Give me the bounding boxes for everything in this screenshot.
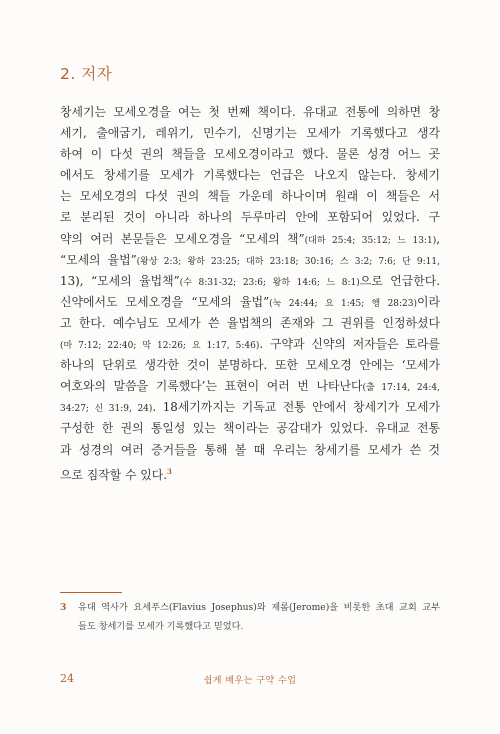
footnote-reference[interactable]: 3 — [167, 466, 172, 476]
text-line: 창세기는 모세오경을 여는 첫 번째 책이다. 유대교 전통에 의하면 창 — [60, 105, 440, 119]
text-line: 으로 짐작할 수 있다.$^3$ — [60, 466, 172, 482]
text-line: “모세의 율법”(왕상 2:3; 왕하 23:25; 대하 23:18; 30:16; 스 3:2; 7:6; 단 9:11, — [60, 252, 440, 267]
body-text — [60, 102, 440, 482]
text-line: 신약에서도 모세오경을 “모세의 율법”(눅 24:44; 요 1:45; 행 28:23)이라 — [60, 294, 440, 309]
footnote-line: 들도 창세기를 모세가 기록했다고 믿었다. — [78, 620, 244, 632]
text-line: 고 한다. 예수님도 모세가 쓴 율법책의 존재와 그 권위를 인정하셨다 — [60, 315, 440, 330]
text-line: 는 모세오경의 다섯 권의 책들 가운데 하나이며 원래 이 책들은 서 — [60, 189, 440, 204]
scripture-reference: 34:27; 신 31:9, 24) — [60, 404, 153, 415]
scripture-reference: (수 8:31-32; 23:6; 왕하 14:6; 느 8:1) — [179, 277, 360, 288]
section-heading: 2. 저자 — [60, 65, 113, 83]
text-line: 에서도 창세기를 모세가 기록했다는 언급은 나오지 않는다. 창세기 — [60, 168, 440, 183]
text-line: 과 성경의 여러 증거들을 통해 볼 때 우리는 창세기를 모세가 쓴 것 — [60, 442, 440, 457]
footnote-line: 유대 역사가 요세푸스(Flavius Josephus)와 제롬(Jerome)을 비롯한 초대 교회 교부 — [78, 602, 440, 613]
scripture-reference: (왕상 2:3; 왕하 23:25; 대하 23:18; 30:16; 스 3:2; 7:6; 단 9:11, — [136, 256, 440, 267]
text-line: (마 7:12; 22:40; 막 12:26; 요 1:17, 5:46). 구약과 신약의 저자들은 토라를 — [60, 337, 440, 352]
text-line: 세기, 출애굽기, 레위기, 민수기, 신명기는 모세가 기록했다고 생각 — [60, 126, 440, 141]
footnote-number: 3 — [60, 602, 67, 613]
text-line: 34:27; 신 31:9, 24). 18세기까지는 기독교 전통 안에서 창세기가 모세가 — [60, 400, 440, 415]
page-number: 24 — [60, 672, 74, 685]
text-line: 로 분리된 것이 아니라 하나의 두루마리 안에 포함되어 있었다. 구 — [60, 210, 440, 225]
scripture-reference: (눅 24:44; 요 1:45; 행 28:23) — [269, 298, 418, 309]
text-line: 약의 여러 본문들은 모세오경을 “모세의 책”(대하 25:4; 35:12; 느 13:1), — [60, 231, 440, 246]
scripture-reference: (마 7:12; 22:40; 막 12:26; 요 1:17, 5:46) — [60, 341, 260, 352]
scripture-reference: (출 17:14, 24:4, — [362, 383, 440, 394]
text-line: 구성한 한 권의 통일성 있는 책이라는 공감대가 있었다. 유대교 전통 — [60, 421, 440, 436]
text-line: 하나의 단위로 생각한 것이 분명하다. 또한 모세오경 안에는 ‘모세가 — [60, 358, 440, 373]
scripture-reference: (대하 25:4; 35:12; 느 13:1) — [304, 235, 437, 246]
footnote-divider — [60, 592, 122, 593]
footnote-text — [60, 599, 440, 636]
text-line: 13), “모세의 율법책”(수 8:31-32; 23:6; 왕하 14:6; 느 8:1)으로 언급한다. — [60, 273, 440, 288]
text-line: 하여 이 다섯 권의 책들을 모세오경이라고 했다. 물론 성경 어느 곳 — [60, 147, 440, 162]
footnote — [60, 599, 440, 636]
running-title: 쉽게 배우는 구약 수업 — [203, 676, 297, 686]
text-line: 여호와의 말씀을 기록했다’는 표현이 여러 번 나타난다(출 17:14, 24:4, — [60, 379, 440, 394]
